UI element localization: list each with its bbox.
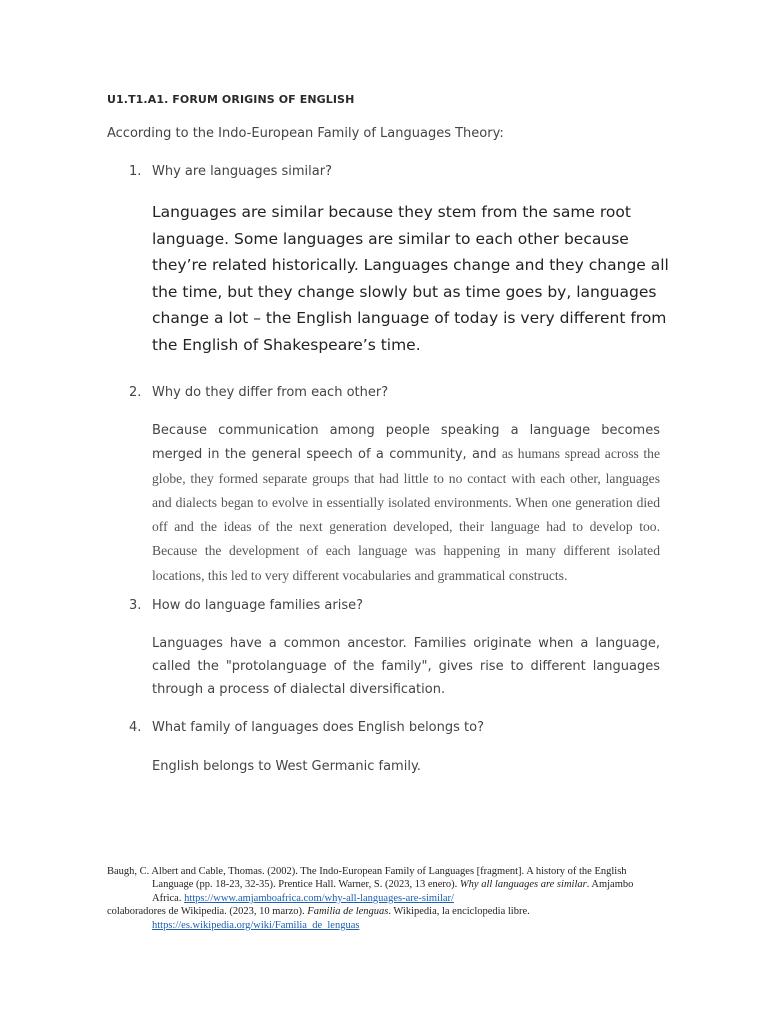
- reference-1: [107, 865, 637, 905]
- question-text: What family of languages does English belongs to?: [152, 720, 484, 735]
- reference-title: Familia de lenguas: [307, 906, 389, 918]
- reference-source: . Wikipedia, la enciclopedia libre.: [388, 906, 530, 918]
- intro-text: According to the Indo-European Family of Languages Theory:: [107, 126, 504, 141]
- question-text: Why do they differ from each other?: [152, 385, 389, 400]
- reference-text: colaboradores de Wikipedia. (2023, 10 marzo).: [107, 906, 305, 918]
- reference-text: Baugh, C. Albert and Cable, Thomas. (2002). The Indo-European Family of Languages [fragment]. A history of the English Language (pp. 18-23, 32-35). Prentice Hall. Warner, S. (2023, 13 enero).: [107, 866, 627, 891]
- question-text: How do language families arise?: [152, 598, 364, 613]
- reference-link-wikipedia[interactable]: https://es.wikipedia.org/wiki/Familia_de_lenguas: [152, 919, 360, 931]
- answer-1: Languages are similar because they stem from the same root language. Some languages are similar to each other because they’re related historically. Languages change and they change all the time, but they change slowly but as time goes by, languages change a lot – the English language of today is very different from the English of Shakespeare’s time.: [152, 203, 669, 354]
- question-3: [129, 598, 669, 613]
- answer-2-part-1: Because communication among people speaking a language becomes merged in the general speech of a community, and: [152, 423, 660, 463]
- question-1: [129, 164, 669, 179]
- references: [107, 865, 637, 932]
- question-text: Why are languages similar?: [152, 164, 332, 179]
- answer-2: [152, 419, 660, 588]
- answer-4: English belongs to West Germanic family.: [152, 759, 421, 774]
- question-number: 2.: [129, 385, 142, 400]
- question-4: [129, 720, 669, 735]
- answer-2-part-2: as humans spread across the globe, they formed separate groups that had little to no contact with each other, languages and dialects began to evolve in essentially isolated environments. When one generation died off and the ideas of the next generation developed, their language had to develop too. Because the development of each language was happening in many different isolated locations, this led to very different vocabularies and grammatical constructs.: [152, 446, 660, 583]
- question-number: 3.: [129, 598, 142, 613]
- answer-3: Languages have a common ancestor. Families originate when a language, called the "protolanguage of the family", gives rise to different languages through a process of dialectal diversification.: [152, 636, 660, 697]
- document-title: U1.T1.A1. FORUM ORIGINS OF ENGLISH: [107, 93, 355, 106]
- reference-link-amjambo[interactable]: https://www.amjamboafrica.com/why-all-languages-are-similar/: [184, 892, 454, 904]
- reference-source: . Amjambo Africa.: [152, 879, 634, 904]
- question-number: 1.: [129, 164, 142, 179]
- question-2: [129, 385, 669, 400]
- question-number: 4.: [129, 720, 142, 735]
- reference-title: Why all languages are similar: [459, 879, 587, 891]
- reference-2: [107, 905, 637, 932]
